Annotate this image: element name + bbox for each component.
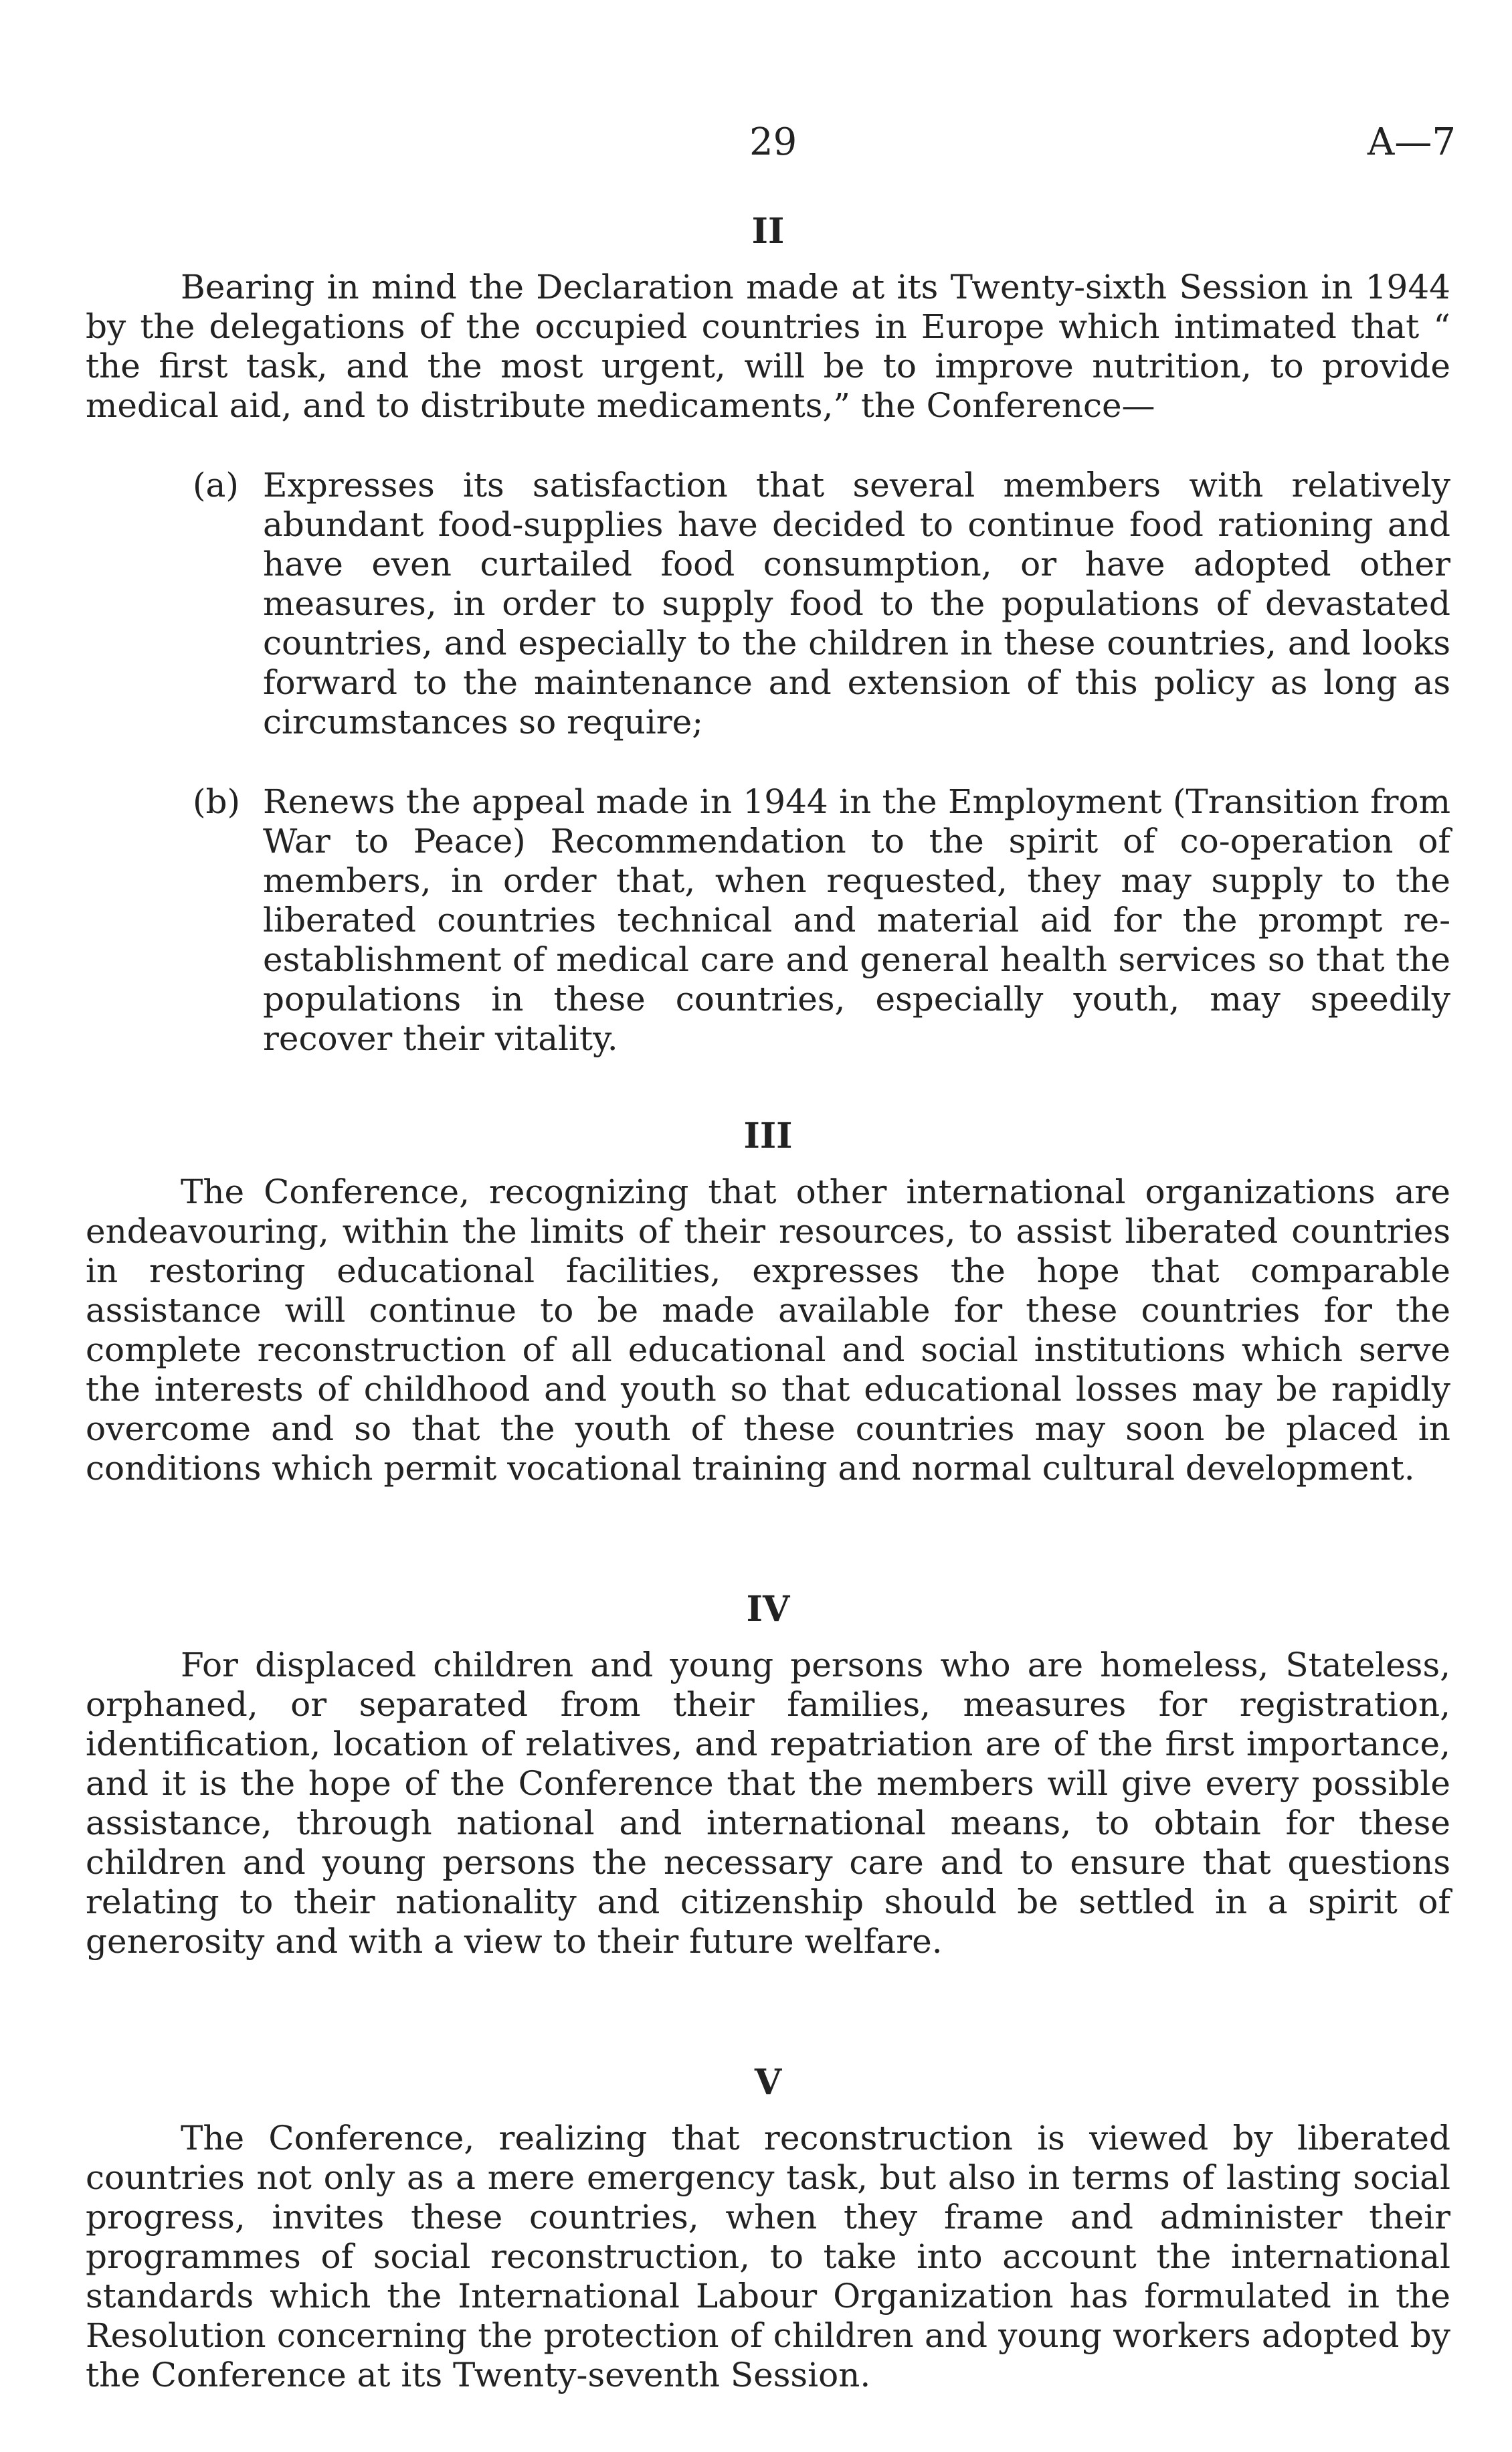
item-label: (a) (193, 466, 239, 505)
section-heading: II (751, 211, 785, 252)
section-paragraph: The Conference, recognizing that other international organizations are endeavouring, within the limits of their resources, to assist liberated countries in restoring educational facilities, expresses the hope that comparable assistance will continue to be made available for these countries for the complete reconstruction of all educational and social institutions which serve the interests of childhood and youth so that educational losses may be rapidly overcome and so that the youth of these countries may soon be placed in conditions which permit vocational training and normal cultural development. (86, 1172, 1450, 1488)
section-heading: V (754, 2062, 782, 2103)
document-body (86, 211, 1450, 2395)
section-iii (86, 1116, 1450, 1488)
item-text: Renews the appeal made in 1944 in the Employment (Transition from War to Peace) Recommendation to the spirit of co-operation of members, in order that, when requested, they may supply to the liberated countries technical and material aid for the prompt re-establishment of medical care and general health services so that the populations in these countries, especially youth, may speedily recover their vitality. (263, 782, 1450, 1058)
section-v (86, 2062, 1450, 2395)
section-heading: IV (746, 1589, 790, 1630)
list-item (86, 466, 1450, 742)
document-reference: A—7 (1367, 120, 1456, 164)
item-text: Expresses its satisfaction that several members with relatively abundant food-supplies have decided to continue food rationing and have even curtailed food consumption, or have adopted other measures, in order to supply food to the populations of devastated countries, and especially to the children in these countries, and looks forward to the maintenance and extension of this policy as long as circumstances so require; (263, 466, 1450, 741)
list-item (86, 782, 1450, 1059)
section-paragraph: Bearing in mind the Declaration made at its Twenty-sixth Session in 1944 by the delegations of the occupied countries in Europe which intimated that “ the first task, and the most urgent, will be to improve nutrition, to provide medical aid, and to distribute medicaments,” the Conference— (86, 268, 1450, 425)
page-header (0, 120, 1512, 174)
section-paragraph: For displaced children and young persons who are homeless, Stateless, orphaned, or separated from their families, measures for registration, identification, location of relatives, and repatriation are of the first importance, and it is the hope of the Conference that the members will give every possible assistance, through national and international means, to obtain for these children and young persons the necessary care and to ensure that questions relating to their nationality and citizenship should be settled in a spirit of generosity and with a view to their future welfare. (86, 1646, 1450, 1961)
section-heading: III (743, 1116, 793, 1156)
page-number: 29 (749, 120, 797, 164)
item-label: (b) (193, 782, 241, 821)
section-paragraph: The Conference, realizing that reconstruction is viewed by liberated countries not only as a mere emergency task, but also in terms of lasting social progress, invites these countries, when they frame and administer their programmes of social reconstruction, to take into account the international standards which the International Labour Organization has formulated in the Resolution concerning the protection of children and young workers adopted by the Conference at its Twenty-seventh Session. (86, 2119, 1450, 2394)
section-ii (86, 211, 1450, 1059)
section-iv (86, 1589, 1450, 1961)
